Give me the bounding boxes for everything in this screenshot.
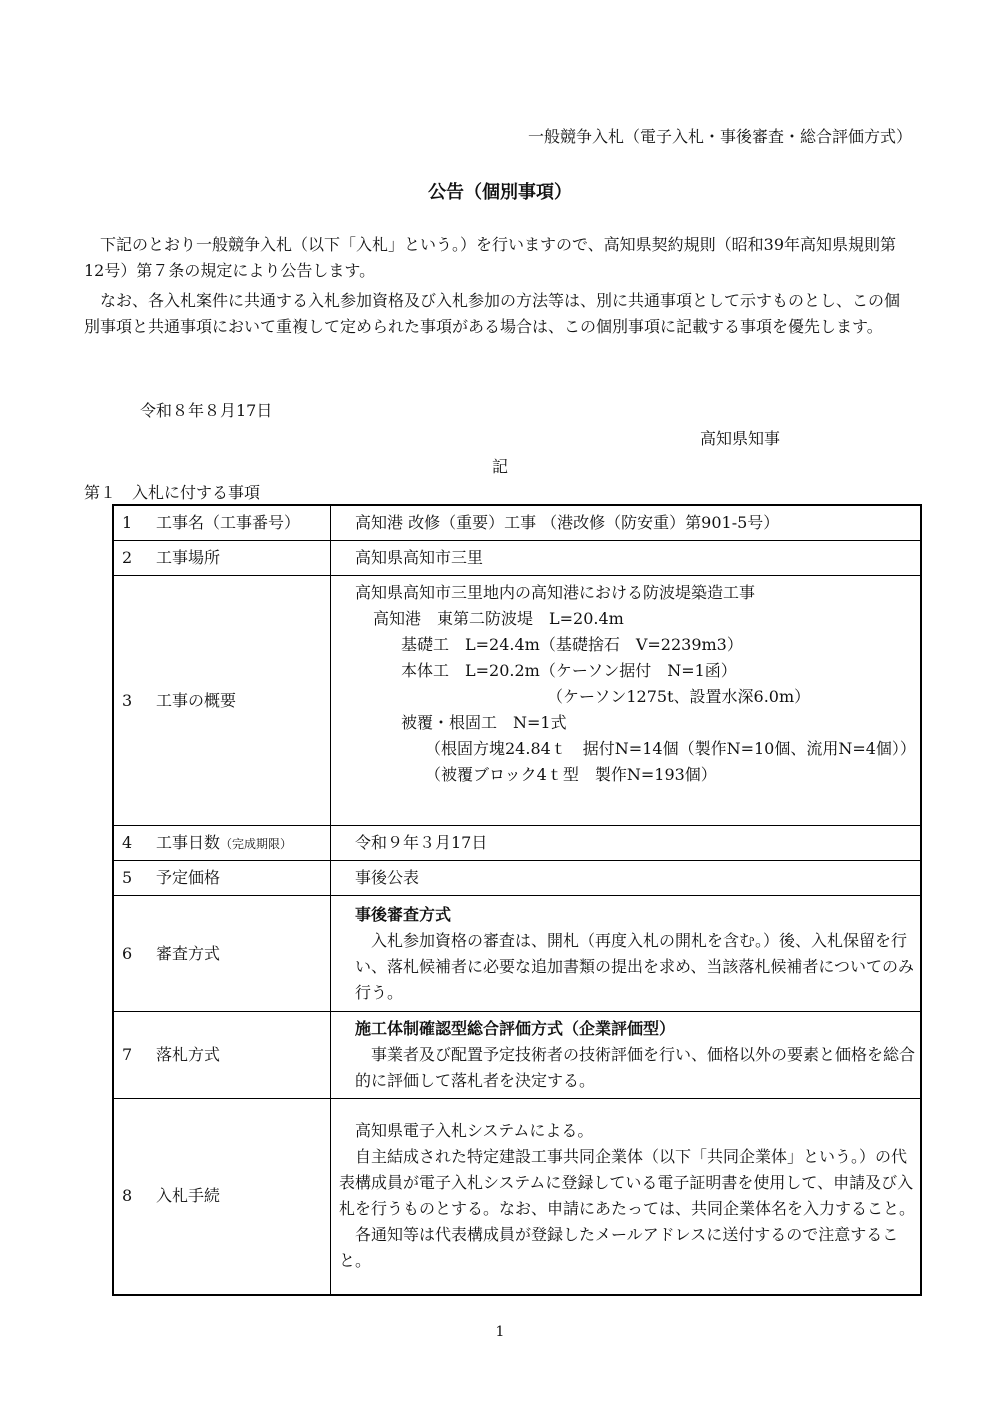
row-value: 事後審査方式 入札参加資格の審査は、開札（再度入札の開札を含む。）後、入札保留を行い、落札候補者に必要な追加書類の提出を求め、当該落札候補者についてのみ行う。 [331, 896, 922, 1012]
issuer: 高知県知事 [700, 429, 781, 448]
table-row [113, 861, 921, 896]
table-row [113, 896, 921, 1012]
row-value: 令和９年３月17日 [331, 826, 922, 861]
row-value: 高知県高知市三里 [331, 541, 922, 576]
page-title: 公告（個別事項） [428, 182, 572, 203]
row-label: 6 審査方式 [113, 896, 331, 1012]
row-value: 高知県電子入札システムによる。 自主結成された特定建設工事共同企業体（以下「共同企業体」という。）の代表構成員が電子入札システムに登録している電子証明書を使用して、申請及び入札を行うものとする。なお、申請にあたっては、共同企業体名を入力すること。 各通知等は代表構成員が登録したメールアドレスに送付するので注意すること。 [331, 1099, 922, 1295]
page-number: 1 [495, 1324, 505, 1340]
table-row [113, 826, 921, 861]
row-value: 施工体制確認型総合評価方式（企業評価型） 事業者及び配置予定技術者の技術評価を行い、価格以外の要素と価格を総合的に評価して落札者を決定する。 [331, 1012, 922, 1099]
announcement-date: 令和８年８月17日 [140, 401, 273, 420]
intro-paragraph: 下記のとおり一般競争入札（以下「入札」という。）を行いますので、高知県契約規則（昭和39年高知県規則第12号）第７条の規定により公告します。 [84, 235, 897, 280]
row-value: 高知県高知市三里地内の高知港における防波堤築造工事 高知港 東第二防波堤 L=20.4m 基礎工 L=24.4m（基礎捨石 V=2239m3） 本体工 L=20.2m（ケーソン据付 N=1函） （ケーソン1275t、設置水深6.0m） 被覆・根固工 N=1式 （根固方塊24.84ｔ 据付N=14個（製作N=10個、流用N=4個）） （被覆ブロック4ｔ型 製作N=193個） [331, 576, 922, 826]
table-row [113, 1099, 921, 1295]
row-label: 5 予定価格 [113, 861, 331, 896]
intro-paragraph: なお、各入札案件に共通する入札参加資格及び入札参加の方法等は、別に共通事項として示すものとし、この個別事項と共通事項において重複して定められた事項がある場合は、この個別事項に記載する事項を優先します。 [84, 291, 901, 336]
ki-marker: 記 [492, 457, 509, 476]
row-label: 3 工事の概要 [113, 576, 331, 826]
bid-items-table [112, 504, 922, 1296]
row-label: 1 工事名（工事番号） [113, 505, 331, 541]
row-label: 8 入札手続 [113, 1099, 331, 1295]
table-row [113, 1012, 921, 1099]
row-label: 2 工事場所 [113, 541, 331, 576]
row-value: 高知港 改修（重要）工事 （港改修（防安重）第901-5号） [331, 505, 922, 541]
table-row [113, 505, 921, 541]
row-value: 事後公表 [331, 861, 922, 896]
section-title: 第１ 入札に付する事項 [84, 483, 261, 502]
row-label: 4 工事日数（完成期限） [113, 826, 331, 861]
table-row [113, 576, 921, 826]
document-category: 一般競争入札（電子入札・事後審査・総合評価方式） [527, 127, 912, 146]
row-label: 7 落札方式 [113, 1012, 331, 1099]
table-row [113, 541, 921, 576]
